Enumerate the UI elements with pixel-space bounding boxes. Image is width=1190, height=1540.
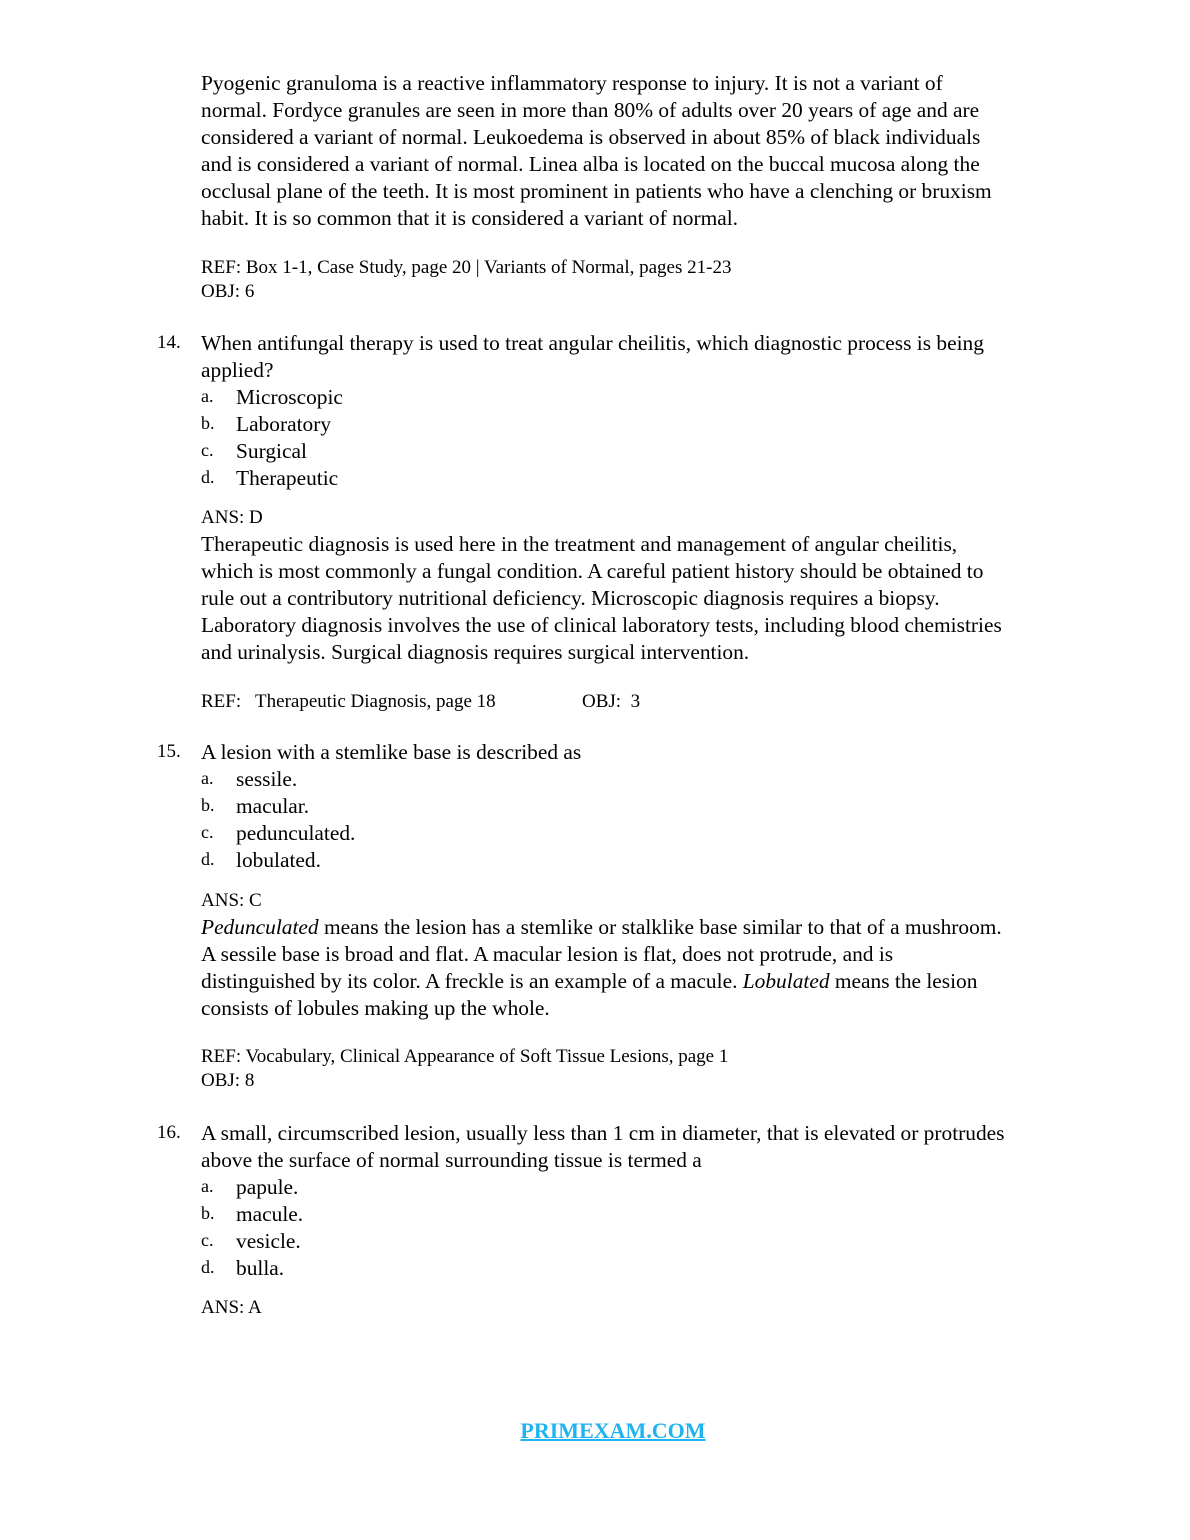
question-text: applied? [201,358,274,382]
option-c: pedunculated. [236,821,356,845]
text-span: means the lesion [829,969,978,993]
reference: REF: Box 1-1, Case Study, page 20 | Variants of Normal, pages 21-23 [201,257,732,278]
text-line: Therapeutic diagnosis is used here in the treatment and management of angular cheilitis, [201,532,958,556]
footer-link[interactable]: PRIMEXAM.COM [520,1418,706,1443]
text-line [201,914,1002,940]
option-letter: c. [201,440,214,460]
objective: OBJ: 3 [582,691,641,712]
question-text: When antifungal therapy is used to treat angular cheilitis, which diagnostic process is being [201,331,984,355]
option-a: Microscopic [236,385,343,409]
reference: REF: Therapeutic Diagnosis, page 18 [201,691,496,712]
text-line [201,968,977,994]
question-text: A small, circumscribed lesion, usually less than 1 cm in diameter, that is elevated or protrudes [201,1121,1005,1145]
objective: OBJ: 6 [201,281,255,302]
option-letter: c. [201,822,214,842]
answer: ANS: C [201,890,262,911]
option-letter: d. [201,1257,215,1277]
option-a: sessile. [236,767,298,791]
option-letter: b. [201,1203,215,1223]
option-c: vesicle. [236,1229,301,1253]
option-c: Surgical [236,439,307,463]
text-line: normal. Fordyce granules are seen in more than 80% of adults over 20 years of age and are [201,98,980,122]
option-a: papule. [236,1175,299,1199]
option-letter: d. [201,849,215,869]
text-line: Pyogenic granuloma is a reactive inflammatory response to injury. It is not a variant of [201,71,943,95]
question-number: 15. [157,741,181,762]
text-line: habit. It is so common that it is considered a variant of normal. [201,206,739,230]
option-letter: b. [201,795,215,815]
reference: REF: Vocabulary, Clinical Appearance of Soft Tissue Lesions, page 1 [201,1046,729,1067]
option-letter: a. [201,768,214,788]
answer: ANS: A [201,1297,262,1318]
option-b: macular. [236,794,310,818]
question-number: 16. [157,1122,181,1143]
text-line: considered a variant of normal. Leukoedema is observed in about 85% of black individuals [201,125,981,149]
option-d: Therapeutic [236,466,339,490]
text-span: means the lesion has a stemlike or stalklike base similar to that of a mushroom. [318,915,1002,939]
option-d: bulla. [236,1256,285,1280]
text-line: consists of lobules making up the whole. [201,996,550,1020]
text-line: occlusal plane of the teeth. It is most prominent in patients who have a clenching or bruxism [201,179,992,203]
objective: OBJ: 8 [201,1070,255,1091]
option-d: lobulated. [236,848,321,872]
option-letter: a. [201,1176,214,1196]
option-b: Laboratory [236,412,332,436]
text-line: and urinalysis. Surgical diagnosis requires surgical intervention. [201,640,750,664]
text-span: distinguished by its color. A freckle is an example of a macule. [201,969,743,993]
option-b: macule. [236,1202,304,1226]
option-letter: d. [201,467,215,487]
text-line: rule out a contributory nutritional deficiency. Microscopic diagnosis requires a biopsy. [201,586,940,610]
question-number: 14. [157,332,181,353]
option-letter: a. [201,386,214,406]
question-text: A lesion with a stemlike base is described as [201,740,582,764]
option-letter: c. [201,1230,214,1250]
text-line: which is most commonly a fungal condition. A careful patient history should be obtained to [201,559,984,583]
italic-term: Lobulated [742,969,830,993]
answer: ANS: D [201,507,263,528]
text-line: A sessile base is broad and flat. A macular lesion is flat, does not protrude, and is [201,942,894,966]
question-text: above the surface of normal surrounding tissue is termed a [201,1148,702,1172]
option-letter: b. [201,413,215,433]
italic-term: Pedunculated [201,915,319,939]
text-line: and is considered a variant of normal. Linea alba is located on the buccal mucosa along the [201,152,980,176]
text-line: Laboratory diagnosis involves the use of clinical laboratory tests, including blood chemistries [201,613,1002,637]
